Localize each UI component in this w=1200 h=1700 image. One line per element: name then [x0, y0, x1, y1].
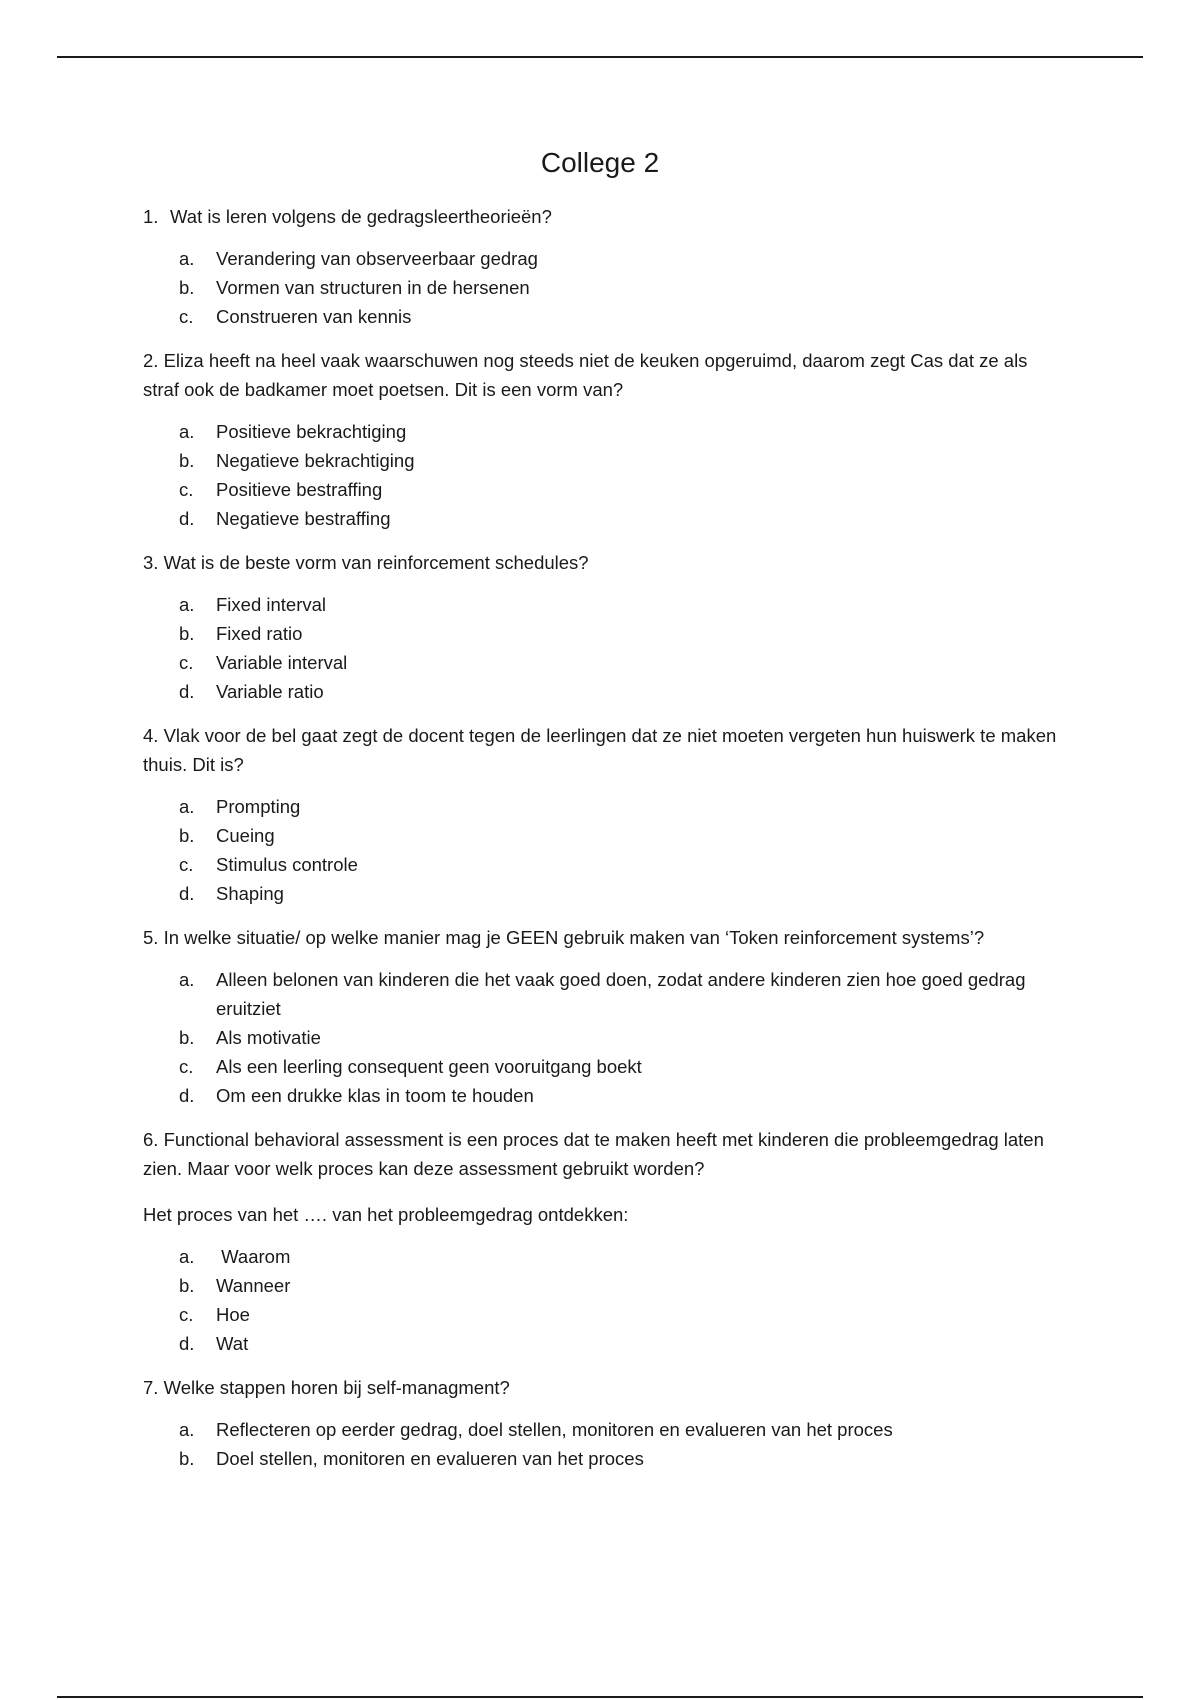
option-letter: a. [179, 1419, 195, 1440]
option-item [143, 1271, 1063, 1300]
option-item [143, 677, 1063, 706]
option-list [143, 792, 1063, 908]
option-item [143, 821, 1063, 850]
option-letter: a. [179, 594, 195, 615]
option-item [143, 792, 1063, 821]
option-item [143, 1415, 1063, 1444]
option-letter: d. [179, 1085, 195, 1106]
option-text: Negatieve bekrachtiging [216, 450, 415, 471]
question-prompt: Welke stappen horen bij self-managment? [163, 1377, 510, 1398]
option-item [143, 1329, 1063, 1358]
top-rule [57, 56, 1143, 58]
question-prompt: Vlak voor de bel gaat zegt de docent tegen de leerlingen dat ze niet moeten vergeten hun huiswerk te maken thuis. Dit is? [143, 725, 1057, 775]
option-text: Hoe [216, 1304, 250, 1325]
option-letter: b. [179, 623, 195, 644]
question-2 [143, 346, 1063, 533]
option-item [143, 475, 1063, 504]
option-list [143, 965, 1063, 1110]
question-4 [143, 721, 1063, 908]
option-letter: b. [179, 825, 195, 846]
question-text [143, 548, 1063, 577]
option-text: Doel stellen, monitoren en evalueren van het proces [216, 1448, 644, 1469]
option-letter: a. [179, 248, 195, 269]
question-number: 4. [143, 725, 159, 746]
option-item [143, 1081, 1063, 1110]
option-item [143, 648, 1063, 677]
option-item [143, 1242, 1063, 1271]
option-text: Fixed ratio [216, 623, 303, 644]
question-text [143, 202, 1063, 231]
option-item [143, 965, 1063, 1023]
option-text: Stimulus controle [216, 854, 358, 875]
option-letter: b. [179, 1275, 195, 1296]
question-text [143, 346, 1063, 404]
question-prompt: Wat is de beste vorm van reinforcement schedules? [163, 552, 589, 573]
option-text: Wat [216, 1333, 249, 1354]
option-item [143, 504, 1063, 533]
option-letter: d. [179, 681, 195, 702]
question-number: 2. [143, 350, 159, 371]
option-text: Om een drukke klas in toom te houden [216, 1085, 534, 1106]
option-list [143, 244, 1063, 331]
option-item [143, 417, 1063, 446]
question-prompt: Eliza heeft na heel vaak waarschuwen nog steeds niet de keuken opgeruimd, daarom zegt Cas dat ze als straf ook de badkamer moet poetsen. Dit is een vorm van? [143, 350, 1028, 400]
option-item [143, 244, 1063, 273]
option-item [143, 446, 1063, 475]
question-6 [143, 1125, 1063, 1358]
question-number: 1. [143, 206, 159, 227]
option-text: Reflecteren op eerder gedrag, doel stellen, monitoren en evalueren van het proces [216, 1419, 893, 1440]
option-letter: c. [179, 1304, 194, 1325]
question-1 [143, 202, 1063, 331]
option-letter: a. [179, 1246, 195, 1267]
option-letter: a. [179, 796, 195, 817]
question-subprompt: Het proces van het …. van het probleemgedrag ontdekken: [143, 1204, 629, 1225]
question-prompt: Wat is leren volgens de gedragsleertheorieën? [170, 206, 552, 227]
option-text: Vormen van structuren in de hersenen [216, 277, 530, 298]
option-text: Positieve bekrachtiging [216, 421, 407, 442]
option-item [143, 619, 1063, 648]
option-item [143, 273, 1063, 302]
option-letter: a. [179, 421, 195, 442]
question-7 [143, 1373, 1063, 1473]
question-5 [143, 923, 1063, 1110]
option-item [143, 1052, 1063, 1081]
question-number: 3. [143, 552, 159, 573]
question-text [143, 923, 1063, 952]
option-letter: d. [179, 508, 195, 529]
option-text: Shaping [216, 883, 284, 904]
question-number: 6. [143, 1129, 159, 1150]
option-list [143, 1415, 1063, 1473]
question-3 [143, 548, 1063, 706]
option-item [143, 302, 1063, 331]
option-text: Variable interval [216, 652, 348, 673]
option-letter: b. [179, 1027, 195, 1048]
option-text: Cueing [216, 825, 275, 846]
bottom-rule [57, 1696, 1143, 1698]
option-text: Fixed interval [216, 594, 327, 615]
option-item [143, 1300, 1063, 1329]
question-prompt: In welke situatie/ op welke manier mag je GEEN gebruik maken van ‘Token reinforcement systems’? [163, 927, 985, 948]
option-text: Variable ratio [216, 681, 324, 702]
option-text: Als een leerling consequent geen vooruitgang boekt [216, 1056, 642, 1077]
option-text: Verandering van observeerbaar gedrag [216, 248, 538, 269]
option-letter: c. [179, 479, 194, 500]
option-text: Als motivatie [216, 1027, 321, 1048]
question-text [143, 1125, 1063, 1183]
question-number: 7. [143, 1377, 159, 1398]
option-item [143, 1023, 1063, 1052]
option-item [143, 1444, 1063, 1473]
option-letter: b. [179, 277, 195, 298]
option-list [143, 590, 1063, 706]
option-text: Positieve bestraffing [216, 479, 383, 500]
option-item [143, 850, 1063, 879]
option-item [143, 590, 1063, 619]
option-letter: b. [179, 450, 195, 471]
option-letter: b. [179, 1448, 195, 1469]
question-prompt: Functional behavioral assessment is een proces dat te maken heeft met kinderen die probleemgedrag laten zien. Maar voor welk proces kan deze assessment gebruikt worden? [143, 1129, 1044, 1179]
option-text: Waarom [216, 1246, 291, 1267]
question-text [143, 721, 1063, 779]
question-list [143, 202, 1063, 1488]
question-text [143, 1373, 1063, 1402]
option-text: Prompting [216, 796, 301, 817]
option-list [143, 417, 1063, 533]
option-text: Alleen belonen van kinderen die het vaak goed doen, zodat andere kinderen zien hoe goed gedrag eruitziet [216, 969, 1026, 1019]
option-item [143, 879, 1063, 908]
option-letter: c. [179, 1056, 194, 1077]
question-number: 5. [143, 927, 159, 948]
option-list [143, 1242, 1063, 1358]
option-letter: c. [179, 652, 194, 673]
option-letter: d. [179, 1333, 195, 1354]
option-text: Construeren van kennis [216, 306, 412, 327]
option-text: Negatieve bestraffing [216, 508, 391, 529]
option-letter: c. [179, 854, 194, 875]
option-text: Wanneer [216, 1275, 291, 1296]
option-letter: d. [179, 883, 195, 904]
option-letter: a. [179, 969, 195, 990]
document-title: College 2 [540, 147, 660, 178]
option-letter: c. [179, 306, 194, 327]
